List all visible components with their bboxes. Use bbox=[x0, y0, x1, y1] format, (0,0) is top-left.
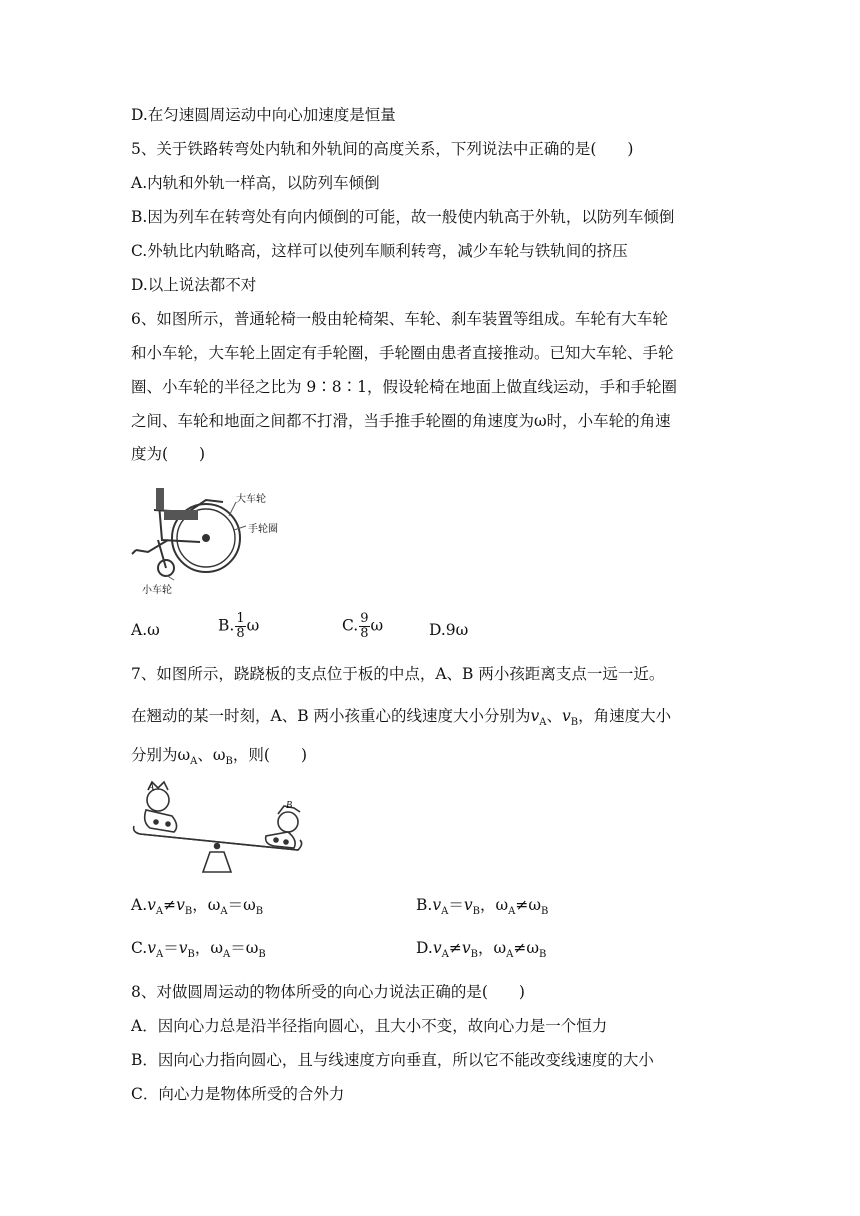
label-child-a: A bbox=[148, 782, 155, 793]
q5-option-b: B.因为列车在转弯处有向内倾倒的可能，故一般使内轨高于外轨，以防列车倾倒 bbox=[131, 208, 675, 226]
q7-option-a: $A.v_A\ne v_B$，$\omega_A=\omega_B$ bbox=[131, 896, 264, 918]
q6-stem-line3: 圈、小车轮的半径之比为 9∶8∶1，假设轮椅在地面上做直线运动，手和手轮圈 bbox=[131, 378, 678, 396]
q6-option-b-tail: ω bbox=[246, 616, 260, 635]
q8-option-c: C．向心力是物体所受的合外力 bbox=[131, 1085, 345, 1103]
q7-stem-line1: 7、如图所示，跷跷板的支点位于板的中点，A、B 两小孩距离支点一远一近。 bbox=[131, 665, 665, 683]
q8-option-a: A．因向心力总是沿半径指向圆心，且大小不变，故向心力是一个恒力 bbox=[131, 1017, 608, 1035]
q5-option-a: A.内轨和外轨一样高，以防列车倾倒 bbox=[131, 174, 380, 192]
q4-option-d: D.在匀速圆周运动中向心加速度是恒量 bbox=[131, 106, 396, 124]
q6-option-a: A.ω bbox=[131, 621, 160, 639]
seesaw-figure bbox=[128, 778, 308, 878]
q6-stem-line2: 和小车轮，大车轮上固定有手轮圈，手轮圈由患者直接推动。已知大车轮、手轮 bbox=[131, 344, 674, 362]
label-big-wheel: 大车轮 bbox=[236, 494, 266, 505]
q8-option-b: B．因向心力指向圆心，且与线速度方向垂直，所以它不能改变线速度的大小 bbox=[131, 1051, 654, 1069]
q8-stem: 8、对做圆周运动的物体所受的向心力说法正确的是( ) bbox=[131, 983, 525, 1001]
q7-stem-line2: 在翘动的某一时刻，A、B 两小孩重心的线速度大小分别为$v_A$、$v_B$，角速度大小 bbox=[131, 707, 672, 729]
label-child-b: B bbox=[286, 800, 293, 811]
wheelchair-figure bbox=[128, 480, 298, 605]
label-hand-ring: 手轮圈 bbox=[248, 524, 278, 535]
q5-stem: 5、关于铁路转弯处内轨和外轨间的高度关系，下列说法中正确的是( ) bbox=[131, 140, 634, 158]
q5-option-c: C.外轨比内轨略高，这样可以使列车顺利转弯，减少车轮与铁轨间的挤压 bbox=[131, 242, 628, 260]
q7-option-d: $D.v_A\ne v_B$，$\omega_A\ne\omega_B$ bbox=[416, 939, 547, 961]
q5-option-d: D.以上说法都不对 bbox=[131, 276, 257, 294]
q6-option-c-label: C. bbox=[342, 616, 359, 635]
q6-option-c bbox=[342, 612, 383, 641]
q6-option-b bbox=[218, 612, 259, 641]
q6-option-c-tail: ω bbox=[370, 616, 384, 635]
q6-stem-line4: 之间、车轮和地面之间都不打滑，当手推手轮圈的角速度为ω时，小车轮的角速 bbox=[131, 412, 671, 430]
q6-stem-line5: 度为( ) bbox=[131, 445, 206, 463]
label-small-wheel: 小车轮 bbox=[142, 585, 172, 596]
q7-stem-line3: 分别为$\omega_A$、$\omega_B$，则( ) bbox=[131, 746, 307, 768]
q7-option-b: $B.v_A=v_B$，$\omega_A\ne\omega_B$ bbox=[416, 896, 549, 918]
q6-option-d: D.9ω bbox=[429, 621, 469, 639]
fraction-one-eighth: $\frac{1}{8}$ bbox=[236, 611, 245, 641]
fraction-nine-eighths: $\frac{9}{8}$ bbox=[360, 611, 369, 641]
q7-option-c: $C.v_A=v_B$，$\omega_A=\omega_B$ bbox=[131, 939, 266, 961]
q6-stem-line1: 6、如图所示，普通轮椅一般由轮椅架、车轮、刹车装置等组成。车轮有大车轮 bbox=[131, 310, 668, 328]
q6-option-b-label: B. bbox=[218, 616, 235, 635]
